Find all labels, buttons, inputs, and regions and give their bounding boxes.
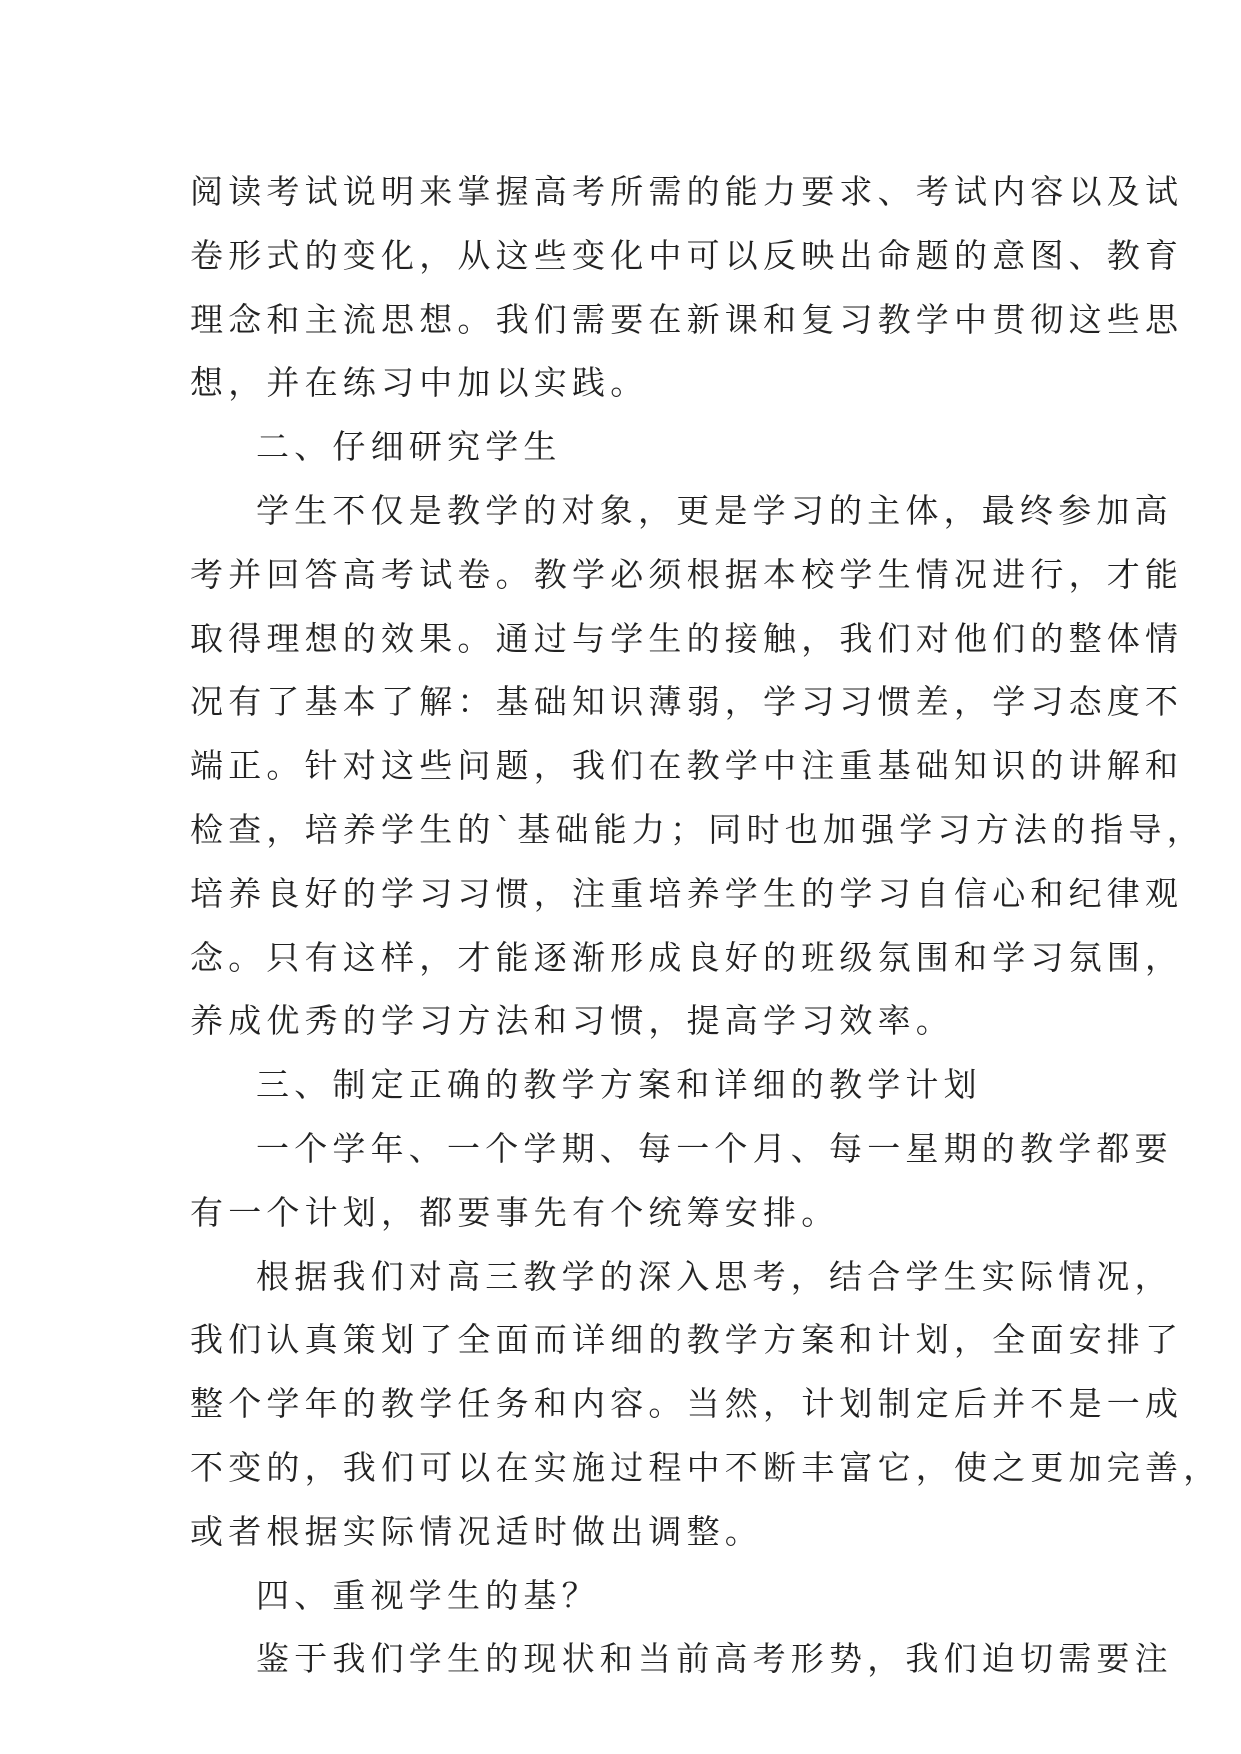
section-heading: 二、仔细研究学生	[256, 427, 562, 467]
section-heading: 四、重视学生的基？	[256, 1575, 600, 1615]
paragraph-line: 检查，培养学生的`基础能力；同时也加强学习方法的指导，	[190, 809, 1205, 849]
paragraph-line: 端正。针对这些问题，我们在教学中注重基础知识的讲解和	[190, 746, 1184, 786]
paragraph-line: 阅读考试说明来掌握高考所需的能力要求、考试内容以及试	[190, 172, 1184, 211]
paragraph-line: 况有了基本了解：基础知识薄弱，学习习惯差，学习态度不	[190, 682, 1184, 722]
paragraph-line: 有一个计划，都要事先有个统筹安排。	[190, 1192, 840, 1232]
paragraph-line: 我们认真策划了全面而详细的教学方案和计划，全面安排了	[190, 1320, 1184, 1360]
paragraph-line: 整个学年的教学任务和内容。当然，计划制定后并不是一成	[190, 1384, 1184, 1424]
paragraph-line: 取得理想的效果。通过与学生的接触，我们对他们的整体情	[190, 618, 1184, 658]
paragraph-line: 一个学年、一个学期、每一个月、每一星期的教学都要	[256, 1128, 1173, 1168]
paragraph-line: 不变的，我们可以在实施过程中不断丰富它，使之更加完善，	[190, 1447, 1222, 1487]
paragraph-line: 考并回答高考试卷。教学必须根据本校学生情况进行，才能	[190, 554, 1184, 594]
section-heading: 三、制定正确的教学方案和详细的教学计划	[256, 1065, 982, 1105]
document-body	[190, 160, 1222, 1691]
paragraph-line: 培养良好的学习习惯，注重培养学生的学习自信心和纪律观	[190, 873, 1184, 913]
paragraph-line: 念。只有这样，才能逐渐形成良好的班级氛围和学习氛围，	[190, 937, 1184, 977]
paragraph-line: 根据我们对高三教学的深入思考，结合学生实际情况，	[256, 1256, 1173, 1296]
paragraph-line: 养成优秀的学习方法和习惯，提高学习效率。	[190, 1001, 954, 1041]
paragraph-line: 卷形式的变化，从这些变化中可以反映出命题的意图、教育	[190, 235, 1184, 275]
paragraph-line: 理念和主流思想。我们需要在新课和复习教学中贯彻这些思	[190, 299, 1184, 339]
paragraph-line: 学生不仅是教学的对象，更是学习的主体，最终参加高	[256, 490, 1173, 530]
paragraph-line: 或者根据实际情况适时做出调整。	[190, 1511, 763, 1551]
paragraph-line: 想，并在练习中加以实践。	[190, 363, 649, 403]
paragraph-line: 鉴于我们学生的现状和当前高考形势，我们迫切需要注	[256, 1639, 1173, 1679]
